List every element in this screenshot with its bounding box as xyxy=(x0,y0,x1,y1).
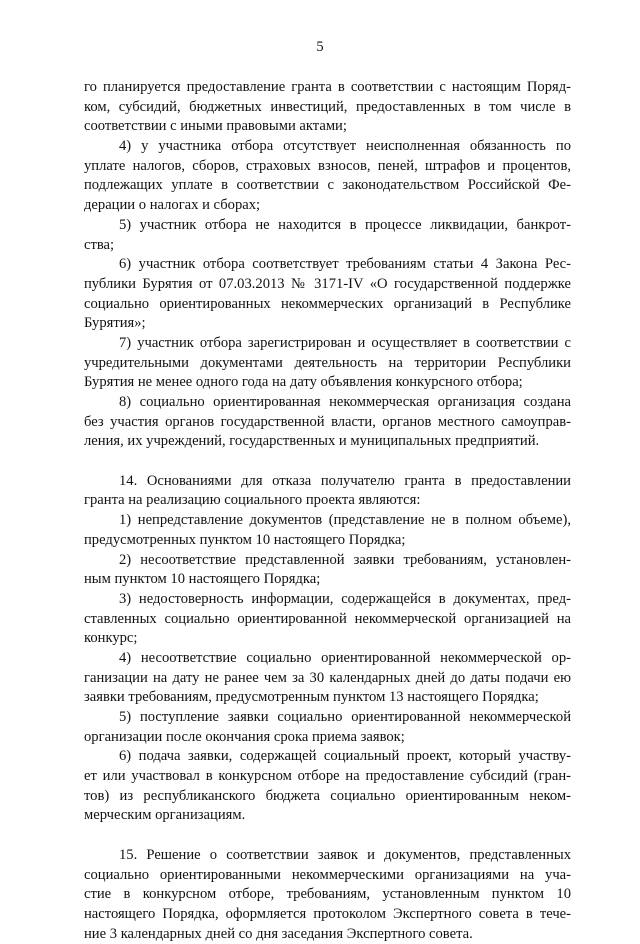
text-line: предусмотренных пунктом 10 настоящего Порядка; xyxy=(84,531,406,548)
text-line: заявки требованиям, предусмотренным пунктом 13 настоящего Порядка; xyxy=(84,689,539,706)
text-line: ства; xyxy=(84,236,115,253)
text-line: 4) у участника отбора отсутствует неисполненная обязанность по xyxy=(119,138,571,155)
text-line: дерации о налогах и сборах; xyxy=(84,197,261,214)
text-line: 7) участник отбора зарегистрирован и осуществляет в соответствии с xyxy=(119,334,571,351)
paragraph xyxy=(84,590,571,649)
paragraph xyxy=(84,216,571,255)
paragraph-spacer xyxy=(84,826,571,846)
text-line: 4) несоответствие социально ориентированной некоммерческой ор- xyxy=(119,649,571,666)
text-line: 5) поступление заявки социально ориентированной некоммерческой xyxy=(119,709,571,725)
text-line: тов) из республиканского бюджета социально ориентированным неком- xyxy=(84,787,571,804)
text-line: го планируется предоставление гранта в соответствии с настоящим Поряд- xyxy=(84,79,571,95)
text-line: организации после окончания срока приема заявок; xyxy=(84,728,405,745)
paragraph xyxy=(84,551,571,590)
text-line: настоящего Порядка, оформляется протоколом Экспертного совета в тече- xyxy=(84,905,571,922)
text-line: гранта на реализацию социального проекта являются: xyxy=(84,492,421,509)
paragraph xyxy=(84,472,571,511)
text-line: стие в конкурсном отборе, требованиям, установленным пунктом 10 xyxy=(84,886,571,903)
text-line: 2) несоответствие представленной заявки требованиям, установлен- xyxy=(119,551,571,568)
text-line: 14. Основаниями для отказа получателю гранта в предоставлении xyxy=(119,472,571,489)
text-line: 15. Решение о соответствии заявок и документов, представленных xyxy=(119,846,571,863)
text-line: ления, их учреждений, государственных и муниципальных предприятий. xyxy=(84,433,540,450)
text-line: мерческим организациям. xyxy=(84,807,246,824)
text-line: ком, субсидий, бюджетных инвестиций, предоставленных в том числе в xyxy=(84,98,571,115)
paragraph xyxy=(84,846,571,944)
paragraph xyxy=(84,78,571,137)
text-line: уплате налогов, сборов, страховых взносов, пеней, штрафов и процентов, xyxy=(84,157,571,174)
text-line: 6) подача заявки, содержащей социальный проект, который участву- xyxy=(119,748,571,765)
text-line: Бурятия»; xyxy=(84,315,146,332)
text-line: ние 3 календарных дней со дня заседания Экспертного совета. xyxy=(84,925,473,942)
text-line: ганизации на дату не ранее чем за 30 календарных дней до даты подачи ею xyxy=(84,669,571,686)
paragraph xyxy=(84,649,571,708)
paragraph xyxy=(84,708,571,747)
text-line: соответствии с иными правовыми актами; xyxy=(84,118,347,135)
text-line: учредительными документами деятельность на территории Республики xyxy=(84,354,571,371)
text-line: социально ориентированных некоммерческих организаций в Республике xyxy=(84,295,571,312)
text-line: без участия органов государственной власти, органов местного самоуправ- xyxy=(84,413,571,430)
text-line: Бурятия не менее одного года на дату объявления конкурсного отбора; xyxy=(84,374,523,391)
text-line: ставленных социально ориентированной некоммерческой организацией на xyxy=(84,610,571,627)
text-line: публики Бурятия от 07.03.2013 № 3171-IV «О государственной поддержке xyxy=(84,275,571,292)
paragraph xyxy=(84,137,571,216)
document-body xyxy=(84,78,571,944)
paragraph-spacer xyxy=(84,452,571,472)
text-line: 5) участник отбора не находится в процессе ликвидации, банкрот- xyxy=(119,216,571,233)
text-line: 3) недостоверность информации, содержащейся в документах, пред- xyxy=(119,590,571,607)
text-line: ет или участвовал в конкурсном отборе на предоставление субсидий (гран- xyxy=(84,768,571,785)
page-number: 5 xyxy=(316,39,324,55)
paragraph xyxy=(84,511,571,550)
text-line: социально ориентированными некоммерческими организациями на уча- xyxy=(84,866,571,883)
paragraph xyxy=(84,393,571,452)
text-line: конкурс; xyxy=(84,630,138,647)
paragraph xyxy=(84,255,571,334)
paragraph xyxy=(84,747,571,826)
text-line: 8) социально ориентированная некоммерческая организация создана xyxy=(119,394,571,410)
text-line: 1) непредставление документов (представление не в полном объеме), xyxy=(119,512,571,529)
text-line: ным пунктом 10 настоящего Порядка; xyxy=(84,571,321,588)
text-line: подлежащих уплате в соответствии с законодательством Российской Фе- xyxy=(84,177,571,194)
paragraph xyxy=(84,334,571,393)
text-line: 6) участник отбора соответствует требованиям статьи 4 Закона Рес- xyxy=(119,256,571,273)
